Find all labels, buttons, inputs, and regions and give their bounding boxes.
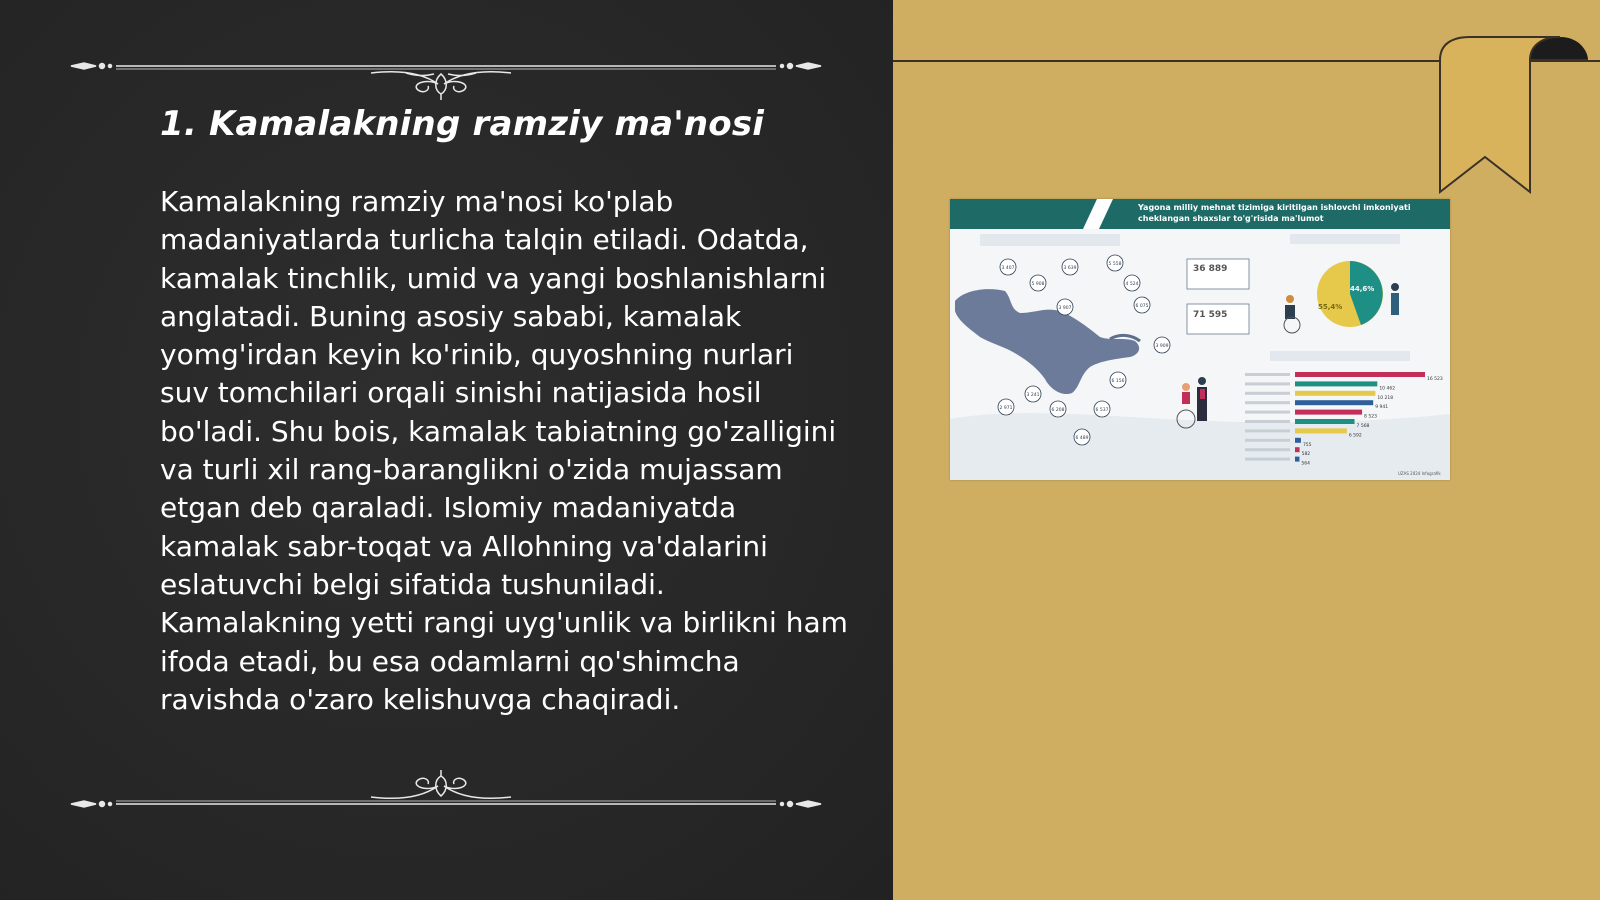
region-marker-value: 2 971 [999,406,1013,411]
infographic-bar [1295,438,1301,443]
region-marker-value: 3 909 [1155,344,1169,349]
svg-text:UZAS 2024 Infografik: UZAS 2024 Infografik [1398,471,1441,476]
infographic-bar-value: 6 592 [1348,433,1362,439]
infographic-bar-value: 16 523 [1427,377,1443,382]
svg-text:36 889: 36 889 [1193,264,1228,274]
svg-text:71 595: 71 595 [1193,310,1228,320]
region-marker-value: 3 407 [1001,266,1015,271]
infographic-bar-value: 10 218 [1377,395,1394,401]
infographic-bar-value: 9 941 [1375,405,1389,411]
infographic-bar [1295,419,1355,424]
infographic-bar-value: 7 568 [1356,424,1370,429]
region-marker-value: 3 639 [1063,266,1077,271]
region-marker-value: 5 908 [1031,282,1045,287]
infographic-bar-value: 564 [1301,461,1311,467]
region-marker-value: 3 907 [1058,306,1072,311]
region-marker-value: 6 075 [1135,304,1149,309]
top-ornament-divider [66,40,826,100]
region-marker-value: 5 558 [1108,262,1122,267]
region-marker-value: 6 537 [1095,408,1109,413]
infographic-bar [1295,381,1377,386]
infographic-bar [1295,457,1299,462]
slide-title: 1. Kamalakning ramziy ma'nosi [160,104,765,144]
infographic-bar-value: 8 523 [1364,414,1377,420]
infographic-bar [1295,391,1375,396]
bookmark-ribbon-icon [1430,32,1590,202]
infographic-bar [1295,400,1373,405]
infographic-title: Yagona milliy mehnat tizimiga kiritilgan ishlovchi imkoniyati cheklangan shaxslar to'g'risida ma'lumot [1138,203,1411,223]
infographic-bar [1295,372,1425,377]
region-marker-value: 6 489 [1075,436,1089,441]
infographic-image [950,199,1450,480]
infographic-bar [1295,428,1347,433]
infographic-bar [1295,447,1300,452]
infographic-bar [1295,410,1362,415]
bottom-ornament-divider [66,770,826,830]
infographic-graphic [950,229,1450,480]
svg-text:55,4%: 55,4% [1318,303,1343,311]
region-marker-value: 6 208 [1051,408,1065,413]
region-marker-value: 4 524 [1125,282,1139,287]
svg-text:44,6%: 44,6% [1350,285,1375,293]
region-marker-value: 3 241 [1026,393,1040,398]
infographic-bar-value: 755 [1302,442,1312,448]
slide-body-text: Kamalakning ramziy ma'nosi ko'plab madaniyatlarda turlicha talqin etiladi. Odatda, kamalak tinchlik, umid va yangi boshlanishlarni anglatadi. Buning asosiy sababi, kamalak yomg'irdan keyin ko'rinib, quyoshning nurlari suv tomchilari orqali sinishi natijasida hosil bo'ladi. Shu bois, kamalak tabiatning go'zalligini va turli xil rang-baranglikni o'zida mujassam etgan deb qaraladi. Islomiy madaniyatda kamalak sabr-toqat va Allohning va'dalarini eslatuvchi belgi sifatida tushuniladi. Kamalakning yetti rangi uyg'unlik va birlikni ham ifoda etadi, bu esa odamlarni qo'shimcha ravishda o'zaro kelishuvga chaqiradi. [160,185,848,716]
infographic-bar-value: 10 462 [1379,386,1396,392]
region-marker-value: 6 156 [1111,379,1125,384]
infographic-bar-value: 582 [1301,452,1311,458]
